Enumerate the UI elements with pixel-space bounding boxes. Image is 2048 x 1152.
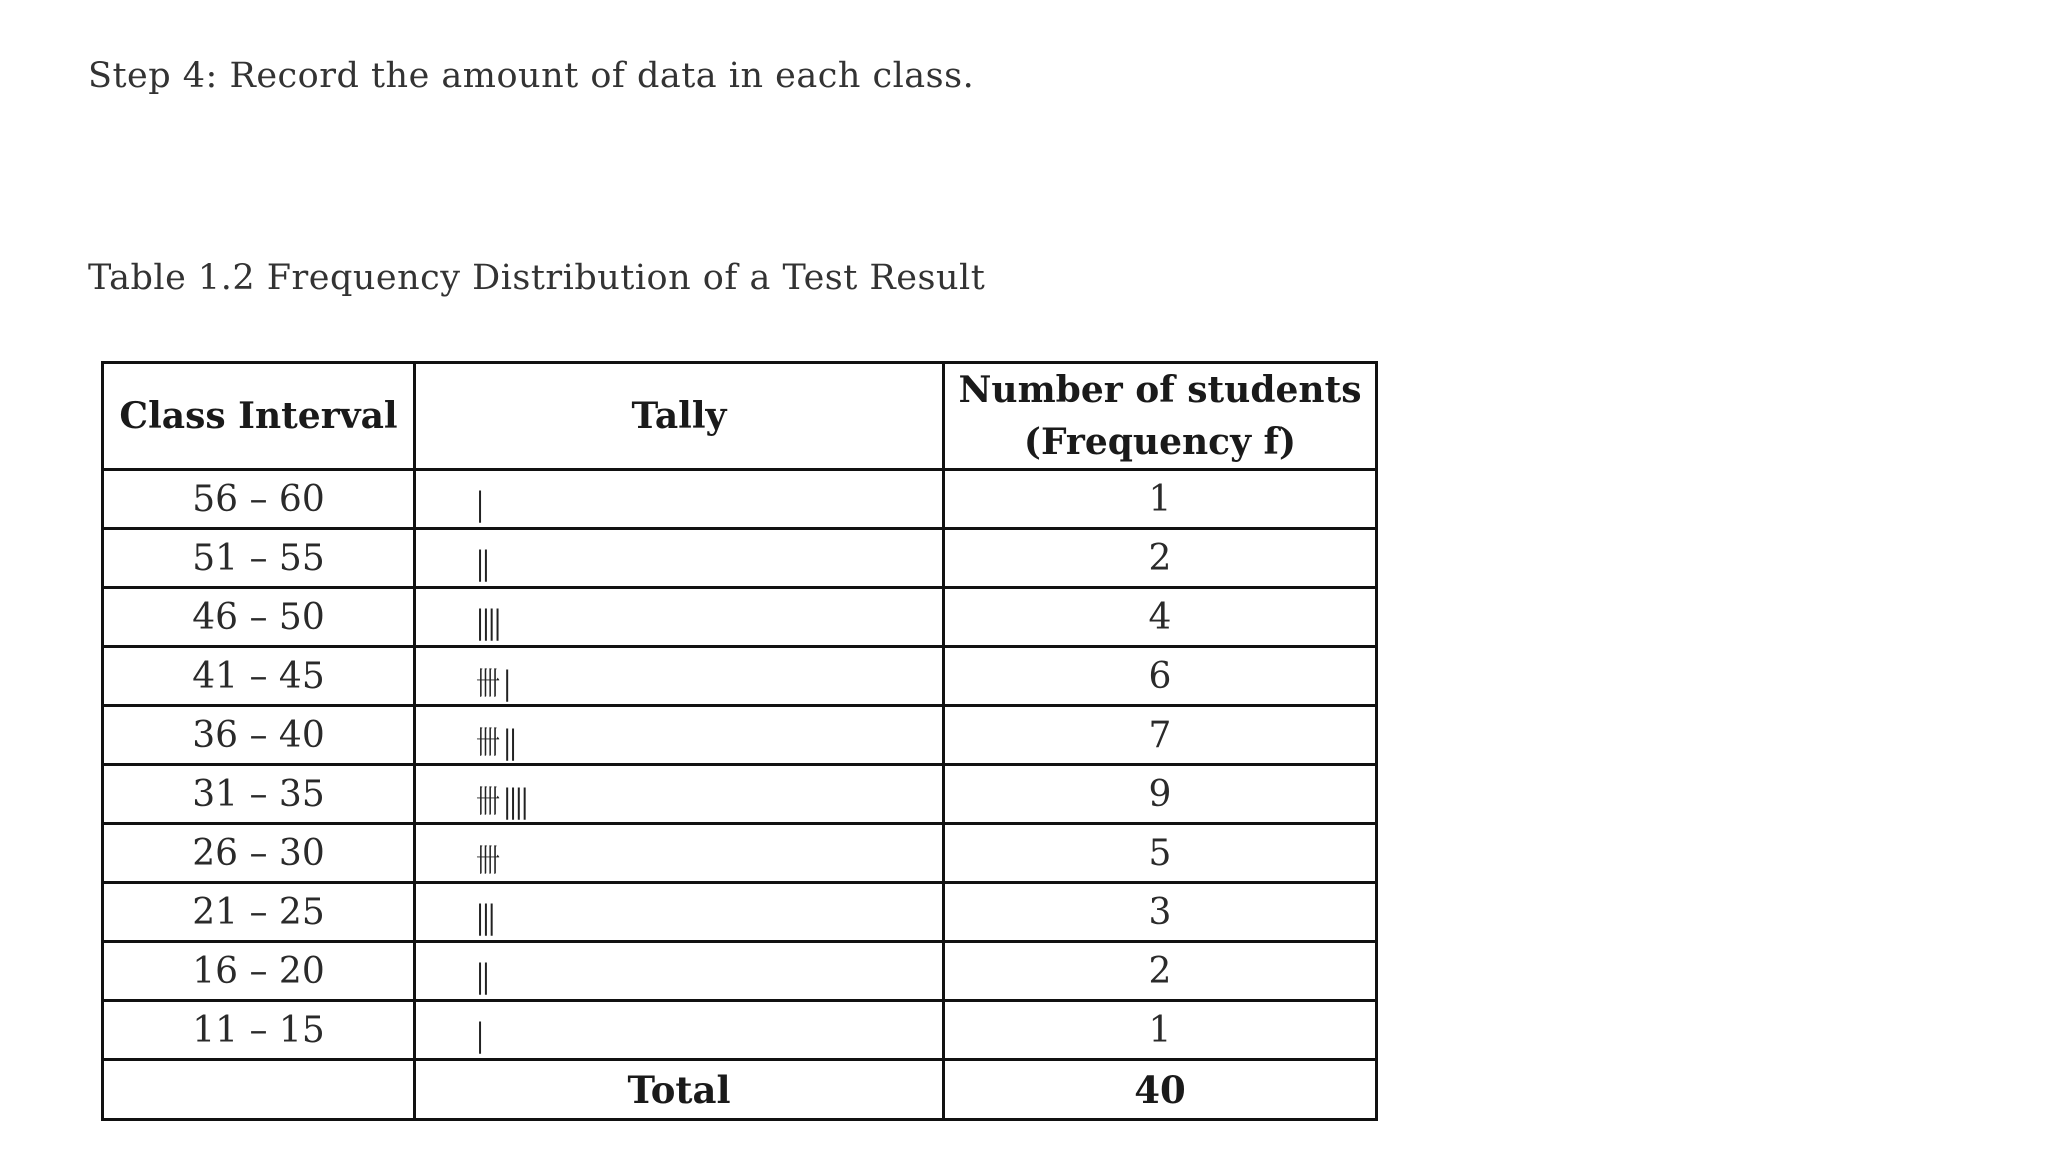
header-class-interval: Class Interval	[103, 363, 415, 470]
frequency-cell: 5	[944, 824, 1377, 883]
class-interval-cell: 51 – 55	[103, 529, 415, 588]
table-row	[103, 942, 1377, 1001]
frequency-cell: 2	[944, 942, 1377, 1001]
table-row	[103, 470, 1377, 529]
tally-marks: |	[476, 1015, 482, 1054]
tally-cell	[415, 824, 944, 883]
header-frequency-line1: Number of students	[958, 369, 1362, 411]
table-header-row	[103, 363, 1377, 470]
frequency-cell: 9	[944, 765, 1377, 824]
tally-cell	[415, 765, 944, 824]
table-row	[103, 588, 1377, 647]
tally-marks: 卌 ||||	[476, 782, 527, 820]
header-tally: Tally	[415, 363, 944, 470]
tally-marks: ||	[476, 956, 488, 995]
frequency-cell: 3	[944, 883, 1377, 942]
tally-cell	[415, 706, 944, 765]
header-frequency-line2: (Frequency f)	[1023, 421, 1297, 463]
class-interval-cell: 41 – 45	[103, 647, 415, 706]
tally-cell	[415, 470, 944, 529]
total-empty-cell	[103, 1060, 415, 1120]
frequency-cell: 7	[944, 706, 1377, 765]
table-row	[103, 1001, 1377, 1060]
tally-cell	[415, 647, 944, 706]
step-instruction: Step 4: Record the amount of data in each class.	[88, 56, 975, 96]
tally-marks: 卌 |	[476, 664, 509, 702]
class-interval-cell: 26 – 30	[103, 824, 415, 883]
tally-marks: ||||	[476, 602, 500, 641]
table-row	[103, 706, 1377, 765]
tally-cell	[415, 942, 944, 1001]
tally-cell	[415, 588, 944, 647]
frequency-cell: 1	[944, 1001, 1377, 1060]
class-interval-cell: 11 – 15	[103, 1001, 415, 1060]
tally-marks: 卌	[476, 841, 498, 879]
frequency-cell: 2	[944, 529, 1377, 588]
frequency-cell: 6	[944, 647, 1377, 706]
tally-marks: ||	[476, 543, 488, 582]
table-row	[103, 765, 1377, 824]
tally-cell	[415, 529, 944, 588]
class-interval-cell: 21 – 25	[103, 883, 415, 942]
total-value: 40	[944, 1060, 1377, 1120]
class-interval-cell: 36 – 40	[103, 706, 415, 765]
total-row	[103, 1060, 1377, 1120]
tally-marks: 卌 ||	[476, 723, 515, 761]
table-row	[103, 529, 1377, 588]
frequency-distribution-table	[101, 361, 1378, 1121]
tally-marks: |||	[476, 897, 494, 936]
class-interval-cell: 56 – 60	[103, 470, 415, 529]
frequency-cell: 4	[944, 588, 1377, 647]
class-interval-cell: 16 – 20	[103, 942, 415, 1001]
class-interval-cell: 46 – 50	[103, 588, 415, 647]
tally-cell	[415, 883, 944, 942]
tally-marks: |	[476, 484, 482, 523]
table-row	[103, 883, 1377, 942]
tally-cell	[415, 1001, 944, 1060]
class-interval-cell: 31 – 35	[103, 765, 415, 824]
table-caption: Table 1.2 Frequency Distribution of a Test Result	[88, 258, 986, 298]
table-row	[103, 647, 1377, 706]
table-row	[103, 824, 1377, 883]
frequency-cell: 1	[944, 470, 1377, 529]
header-frequency	[944, 363, 1377, 470]
total-label: Total	[415, 1060, 944, 1120]
